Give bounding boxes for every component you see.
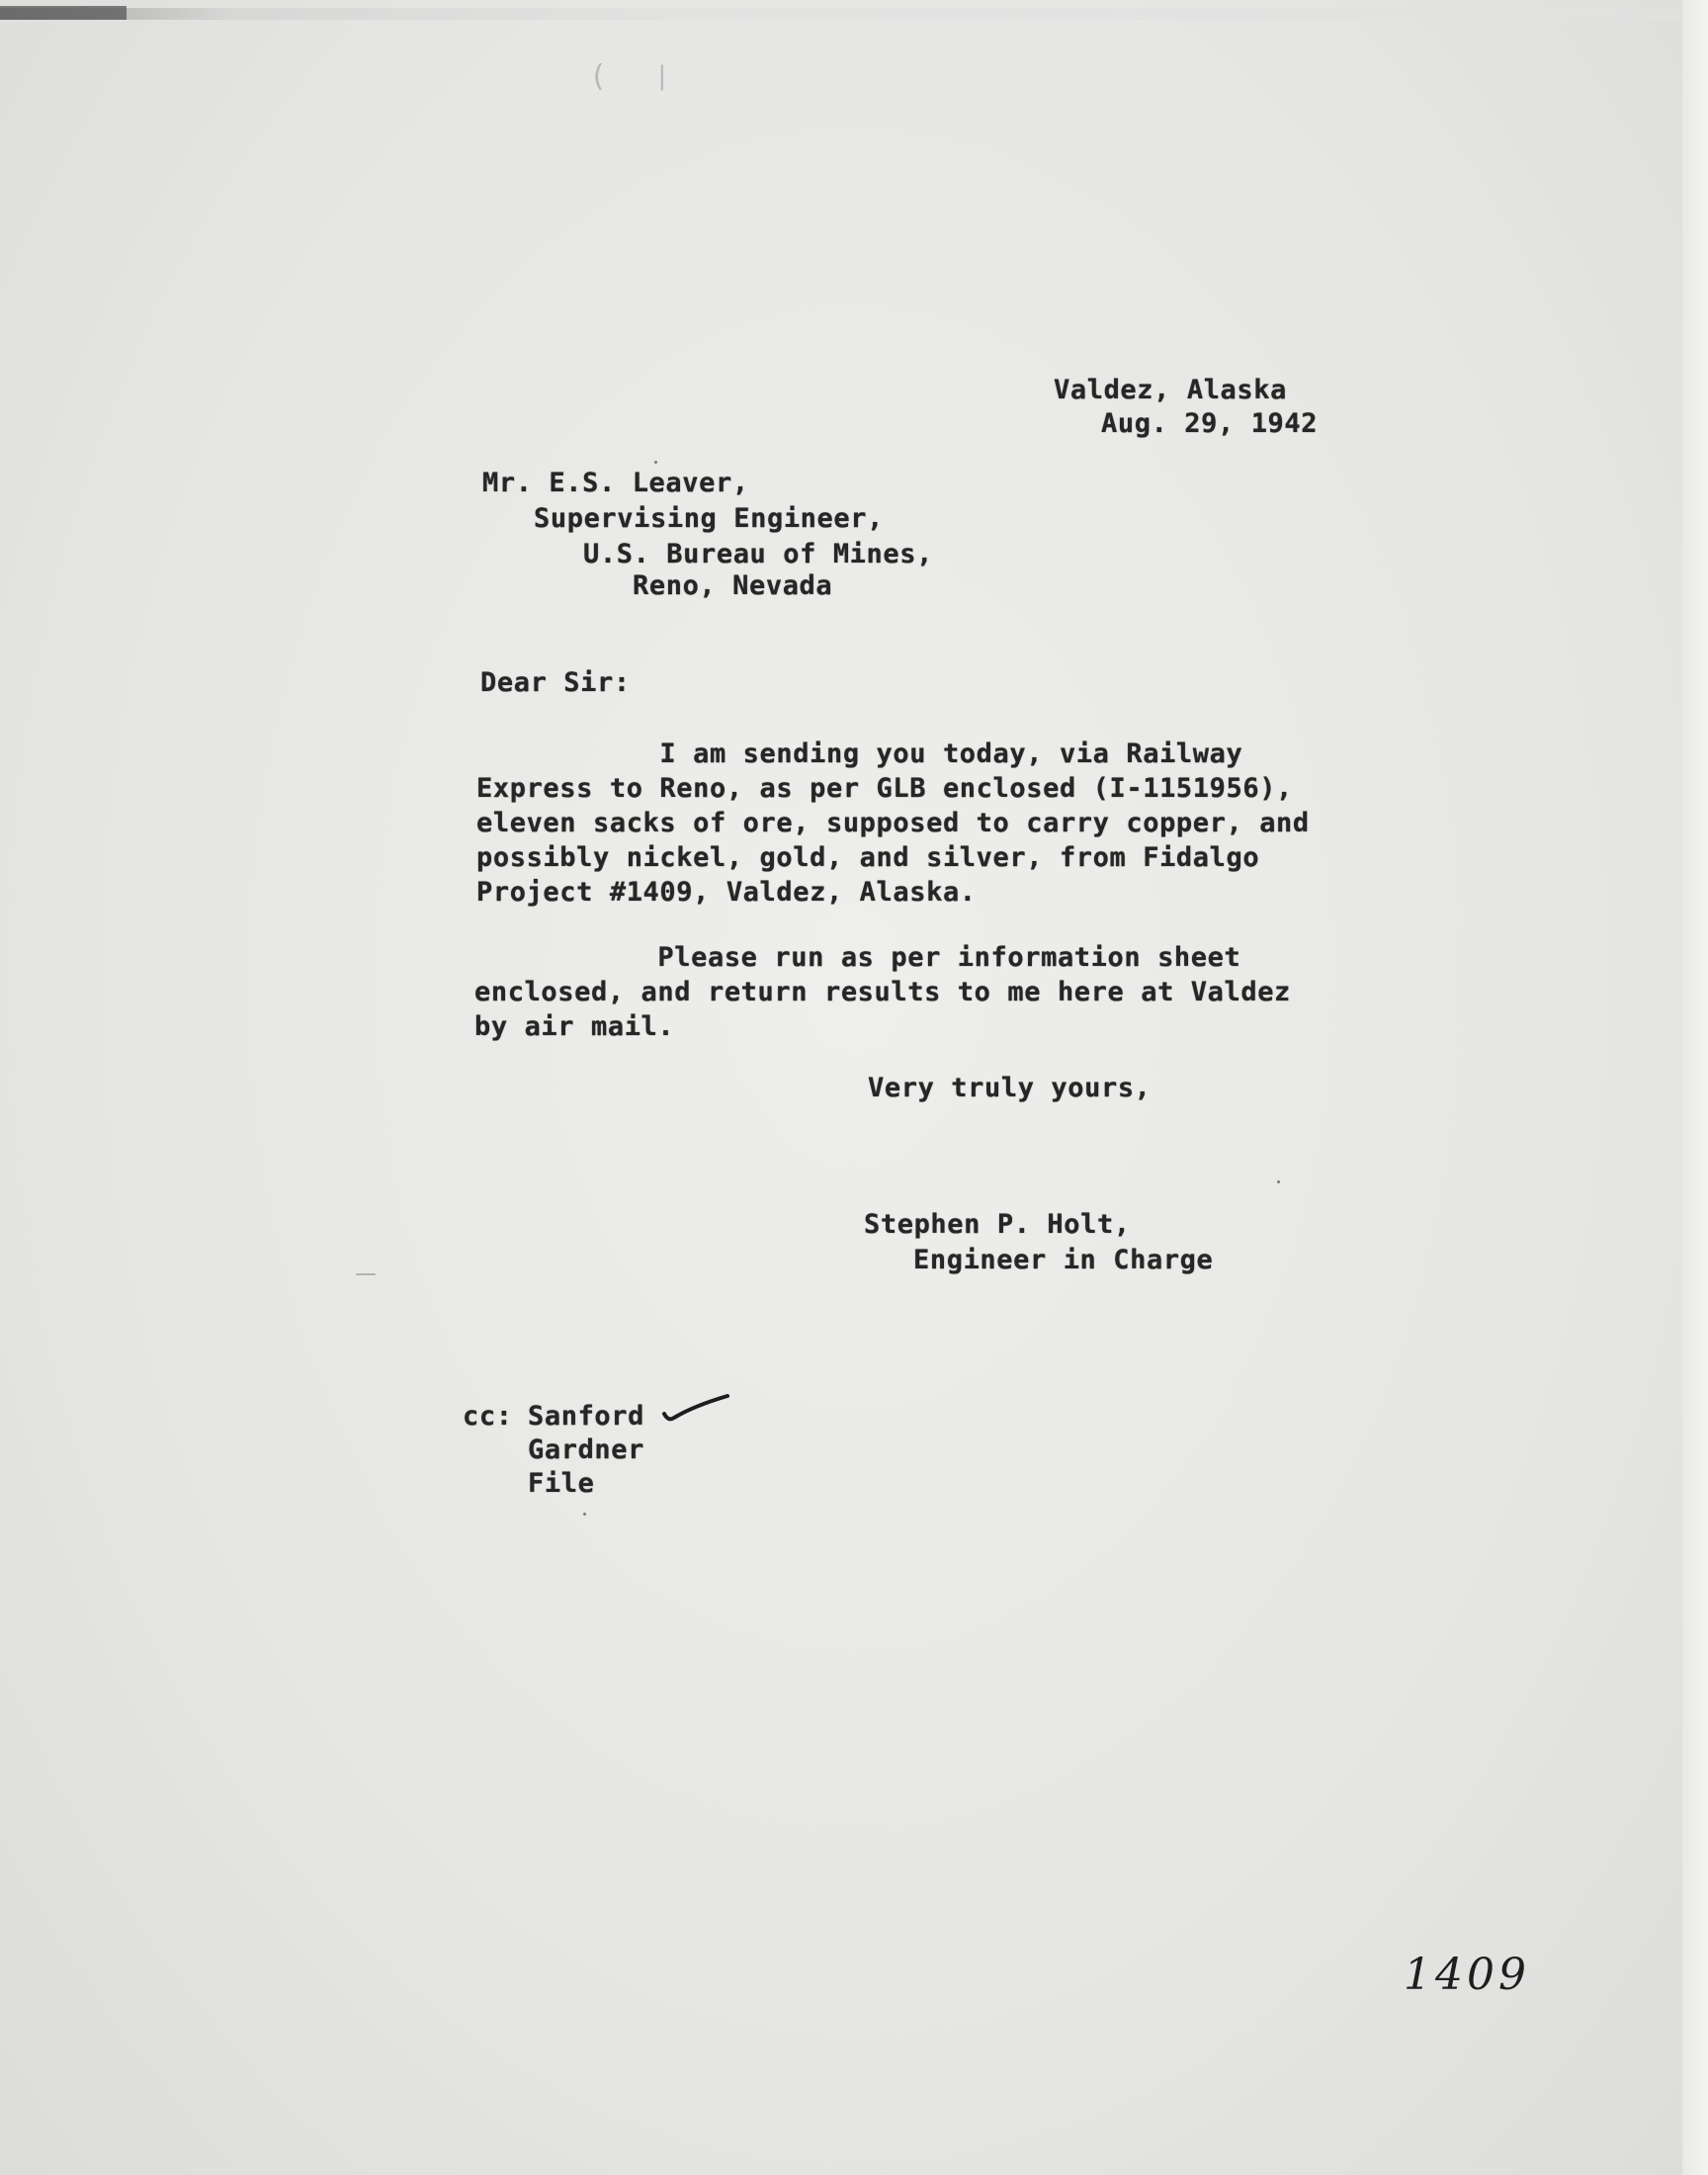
body-line: eleven sacks of ore, supposed to carry copper, and <box>476 808 1310 838</box>
body-line: possibly nickel, gold, and silver, from Fidalgo <box>476 842 1260 873</box>
cc-recipient: Sanford <box>528 1401 644 1432</box>
cc-recipient: File <box>528 1468 595 1499</box>
scan-right-edge <box>1682 0 1708 2175</box>
cc-recipient: Gardner <box>528 1435 644 1465</box>
body-line: Please run as per information sheet <box>474 942 1241 973</box>
scan-artifact-paren: ( <box>589 59 608 94</box>
scan-speck <box>356 1273 376 1275</box>
scan-artifact-paren-2: | <box>654 61 670 91</box>
body-line: I am sending you today, via Railway <box>476 739 1243 769</box>
dateline-date: Aug. 29, 1942 <box>1101 408 1319 439</box>
addressee-city: Reno, Nevada <box>633 570 833 601</box>
body-line: Project #1409, Valdez, Alaska. <box>476 877 977 908</box>
scan-speck <box>654 461 657 464</box>
scan-speck <box>583 1513 586 1516</box>
addressee-title: Supervising Engineer, <box>534 503 884 534</box>
scan-top-band <box>0 8 1680 20</box>
cc-label: cc: <box>463 1401 513 1432</box>
signature-name: Stephen P. Holt, <box>864 1209 1131 1240</box>
scan-top-mark <box>0 6 127 20</box>
body-line: Express to Reno, as per GLB enclosed (I-1151956), <box>476 773 1293 804</box>
checkmark-icon <box>660 1392 731 1426</box>
closing: Very truly yours, <box>868 1073 1152 1103</box>
body-line: enclosed, and return results to me here at Valdez <box>474 977 1291 1007</box>
dateline-place: Valdez, Alaska <box>1054 375 1287 405</box>
scan-speck <box>1277 1180 1280 1183</box>
addressee-name: Mr. E.S. Leaver, <box>482 468 749 498</box>
body-line: by air mail. <box>474 1011 675 1042</box>
handwritten-project-number: 1409 <box>1404 1950 1530 2000</box>
salutation: Dear Sir: <box>480 667 631 698</box>
addressee-organization: U.S. Bureau of Mines, <box>583 539 933 569</box>
signature-title: Engineer in Charge <box>913 1245 1214 1275</box>
